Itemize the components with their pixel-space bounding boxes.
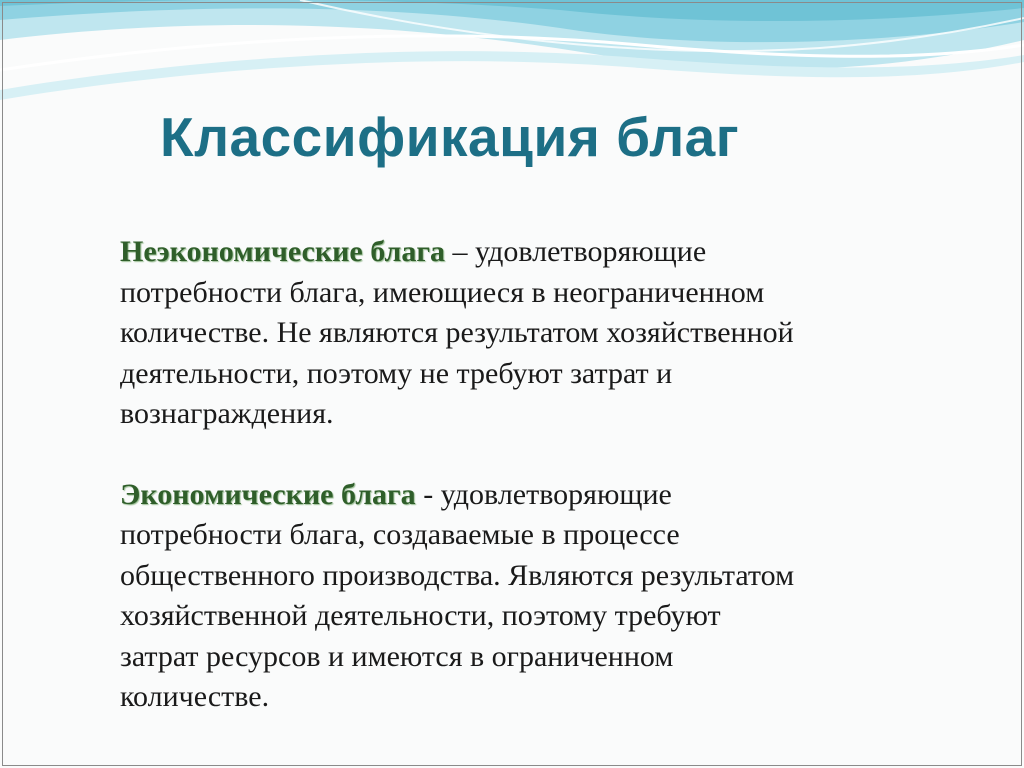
- paragraph-line: потребности блага, имеющиеся в неограниченном: [120, 275, 765, 309]
- paragraph-line: вознаграждения.: [120, 397, 334, 430]
- paragraph-line: - удовлетворяющие: [415, 477, 672, 511]
- paragraph-line: хозяйственной деятельности, поэтому требуют: [120, 599, 721, 632]
- paragraph-economic-goods: [120, 475, 960, 718]
- paragraph-line: количестве.: [120, 680, 270, 713]
- term-non-economic-goods: Неэкономические блага: [120, 235, 445, 268]
- term-economic-goods: Экономические блага: [120, 477, 416, 511]
- paragraph-line: общественного производства. Являются результатом: [120, 558, 795, 592]
- slide-body: [120, 232, 960, 758]
- paragraph-line: – удовлетворяющие: [444, 235, 707, 268]
- paragraph-non-economic-goods: [120, 232, 960, 435]
- slide-title: Классификация благ: [160, 106, 740, 168]
- paragraph-line: деятельности, поэтому не требуют затрат и: [120, 356, 673, 390]
- paragraph-line: потребности блага, создаваемые в процессе: [120, 518, 680, 551]
- paragraph-line: количестве. Не являются результатом хозяйственной: [120, 316, 794, 349]
- paragraph-line: затрат ресурсов и имеются в ограниченном: [120, 639, 674, 673]
